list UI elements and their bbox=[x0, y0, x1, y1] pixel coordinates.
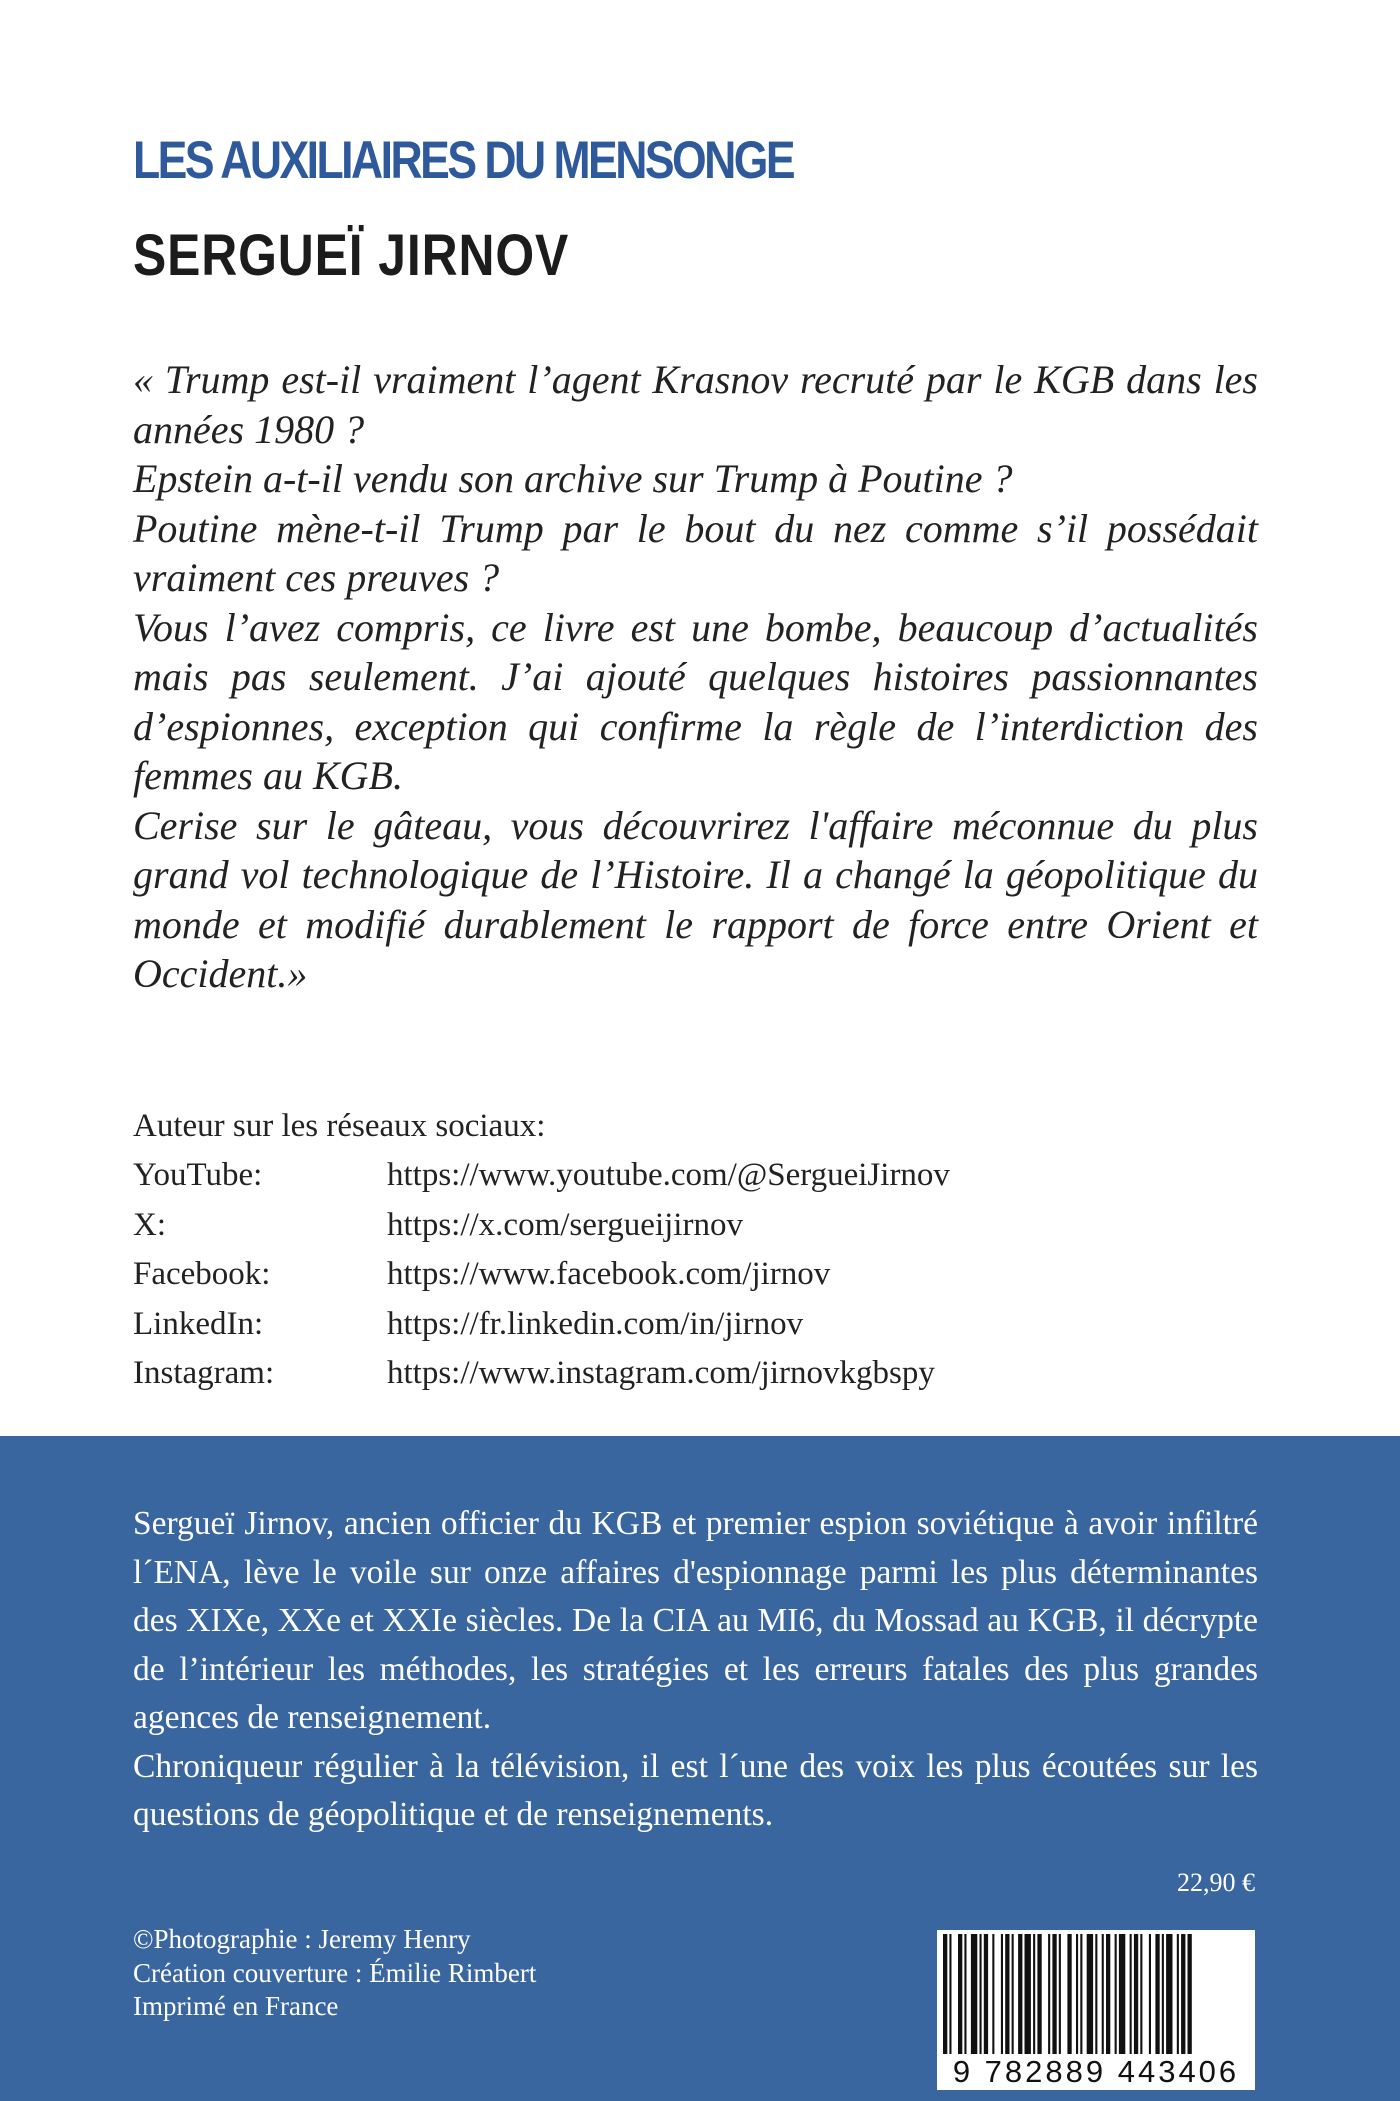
book-title: LES AUXILIAIRES DU MENSONGE bbox=[133, 131, 794, 190]
quote-paragraph: Poutine mène-t-il Trump par le bout du nez comme s’il possédait vraiment ces preuves ? bbox=[133, 505, 1258, 600]
barcode-bar bbox=[1037, 1934, 1041, 2054]
barcode-bar bbox=[1155, 1934, 1159, 2054]
barcode-bar bbox=[1033, 1934, 1035, 2054]
social-url: https://www.youtube.com/@SergueiJirnov bbox=[387, 1157, 950, 1193]
photo-credit: ©Photographie : Jeremy Henry bbox=[133, 1924, 471, 1954]
barcode-bar bbox=[964, 1934, 966, 2054]
price-label: 22,90 € bbox=[1177, 1868, 1255, 1897]
barcode-bars bbox=[937, 1930, 1255, 2056]
barcode-bar bbox=[1059, 1934, 1061, 2054]
barcode-bar bbox=[984, 1934, 988, 2054]
barcode-bar bbox=[958, 1934, 962, 2054]
social-url: https://fr.linkedin.com/in/jirnov bbox=[387, 1305, 804, 1342]
quote-paragraph: Cerise sur le gâteau, vous découvrirez l'affaire méconnue du plus grand vol technologique de l’Histoire. Il a changé la géopolitique du monde et modifié durablement le rapport de force entre Orient et Occident.» bbox=[133, 802, 1258, 996]
design-credit: Création couverture : Émilie Rimbert bbox=[133, 1957, 537, 1988]
social-url: https://x.com/sergueijirnov bbox=[387, 1206, 743, 1243]
barcode-bar bbox=[1018, 1934, 1022, 2054]
quote-paragraph: « Trump est-il vraiment l’agent Krasnov recruté par le KGB dans les années 1980 ? bbox=[133, 357, 1258, 452]
barcode-bar bbox=[1166, 1934, 1172, 2054]
social-label: X: bbox=[133, 1206, 166, 1243]
social-label: LinkedIn: bbox=[133, 1305, 264, 1342]
printed-credit: Imprimé en France bbox=[133, 1991, 339, 2021]
barcode-digits: 9 782889 443406 bbox=[952, 2054, 1240, 2089]
barcode-bar bbox=[1119, 1934, 1125, 2054]
barcode bbox=[937, 1930, 1255, 2090]
barcode-bar bbox=[1087, 1934, 1093, 2054]
barcode-bar bbox=[1134, 1934, 1138, 2054]
barcode-bar bbox=[980, 1934, 982, 2054]
barcode-bar bbox=[949, 1934, 951, 2054]
barcode-bar bbox=[992, 1934, 994, 2054]
barcode-bar bbox=[1149, 1934, 1151, 2054]
barcode-bar bbox=[1080, 1934, 1082, 2054]
barcode-bar bbox=[1012, 1934, 1014, 2054]
book-author: SERGUEÏ JIRNOV bbox=[133, 223, 570, 288]
barcode-bar bbox=[1076, 1934, 1078, 2054]
quote-block bbox=[133, 355, 1258, 999]
social-label: Facebook: bbox=[133, 1256, 271, 1292]
barcode-bar bbox=[1115, 1934, 1117, 2054]
barcode-bar bbox=[1140, 1934, 1142, 2054]
barcode-bar bbox=[1001, 1934, 1003, 2054]
barcode-bar bbox=[1025, 1934, 1031, 2054]
social-heading: Auteur sur les réseaux sociaux: bbox=[133, 1108, 546, 1144]
author-bio bbox=[133, 1500, 1258, 1840]
bio-paragraph: Sergueï Jirnov, ancien officier du KGB et premier espion soviétique à avoir infiltré l´ENA, lève le voile sur onze affaires d'espionnage parmi les plus déterminantes des XIXe, XXe et XXIe siècles. De la CIA au MI6, du Mossad au KGB, il décrypte de l’intérieur les méthodes, les stratégies et les erreurs fatales des plus grandes agences de renseignement. bbox=[133, 1505, 1258, 1736]
barcode-bar bbox=[1095, 1934, 1097, 2054]
social-url: https://www.facebook.com/jirnov bbox=[387, 1256, 831, 1292]
barcode-bar bbox=[1102, 1934, 1104, 2054]
social-url: https://www.instagram.com/jirnovkgbspy bbox=[387, 1355, 935, 1391]
barcode-bar bbox=[1106, 1934, 1110, 2054]
barcode-bar bbox=[1181, 1934, 1185, 2054]
quote-paragraph: Epstein a-t-il vendu son archive sur Trump à Poutine ? bbox=[133, 456, 1013, 501]
social-label: Instagram: bbox=[133, 1355, 275, 1391]
barcode-bar bbox=[1130, 1934, 1132, 2054]
barcode-bar bbox=[1067, 1934, 1071, 2054]
bio-paragraph: Chroniqueur régulier à la télévision, il est l´une des voix les plus écoutées sur les questions de géopolitique et de renseignements. bbox=[133, 1747, 1258, 1833]
barcode-bar bbox=[1005, 1934, 1009, 2054]
quote-paragraph: Vous l’avez compris, ce livre est une bombe, beaucoup d’actualités mais pas seulement. J’ai ajouté quelques histoires passionnantes d’espionnes, exception qui confirme la règle de l’interdiction des femmes au KGB. bbox=[133, 604, 1258, 798]
barcode-bar bbox=[1188, 1934, 1192, 2054]
social-label: YouTube: bbox=[133, 1157, 263, 1193]
barcode-bar bbox=[1048, 1934, 1050, 2054]
barcode-bar bbox=[971, 1934, 977, 2054]
barcode-bar bbox=[1052, 1934, 1056, 2054]
barcode-bar bbox=[1177, 1934, 1179, 2054]
barcode-bar bbox=[1162, 1934, 1164, 2054]
credits-block bbox=[133, 1923, 536, 2024]
barcode-bar bbox=[943, 1934, 947, 2054]
